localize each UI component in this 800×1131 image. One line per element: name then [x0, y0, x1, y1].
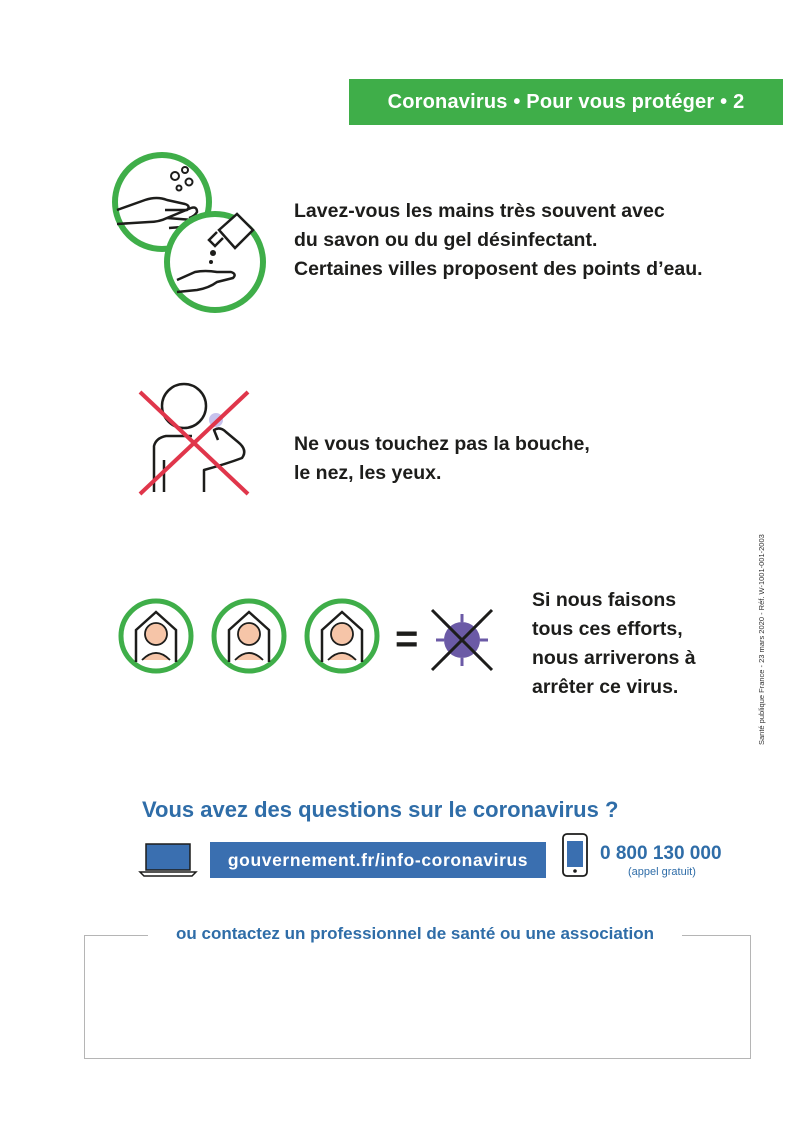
- touch-text-line: Ne vous touchez pas la bouche,: [294, 433, 590, 455]
- efforts-text-line: Si nous faisons: [532, 589, 677, 611]
- touch-text-line: le nez, les yeux.: [294, 462, 442, 484]
- no-face-touching-icon: [134, 380, 254, 498]
- stay-home-icon: [307, 601, 377, 671]
- contact-box-top-line: [682, 935, 751, 936]
- efforts-text: [532, 586, 696, 702]
- phone-icon: [561, 832, 589, 878]
- stay-home-icon-group: [118, 598, 386, 676]
- wash-text: [294, 197, 703, 284]
- info-url-link[interactable]: [210, 842, 546, 878]
- crossed-virus-icon: [428, 606, 496, 674]
- phone-note: (appel gratuit): [628, 866, 696, 878]
- questions-heading: Vous avez des questions sur le coronavirus ?: [142, 797, 619, 822]
- efforts-text-line: nous arriverons à: [532, 647, 696, 669]
- info-url-text: gouvernement.fr/info-coronavirus: [227, 849, 529, 870]
- wash-text-line: du savon ou du gel désinfectant.: [294, 229, 598, 251]
- hand-washing-icon: [105, 150, 270, 318]
- page-banner: [349, 79, 783, 125]
- laptop-icon: [138, 842, 198, 878]
- wash-text-line: Certaines villes proposent des points d’eau.: [294, 258, 703, 280]
- equals-sign: =: [395, 617, 419, 661]
- phone-number[interactable]: 0 800 130 000: [600, 843, 722, 864]
- contact-box-top-line: [84, 935, 148, 936]
- stay-home-icon: [121, 601, 191, 671]
- banner-title: Coronavirus • Pour vous protéger • 2: [387, 90, 745, 113]
- efforts-text-line: tous ces efforts,: [532, 618, 683, 640]
- efforts-text-line: arrêter ce virus.: [532, 676, 679, 698]
- document-reference: Santé publique France - 23 mars 2020 - Réf. W-1001-001-2003: [757, 534, 766, 745]
- touch-text: [294, 430, 590, 488]
- stay-home-icon: [214, 601, 284, 671]
- contact-label: ou contactez un professionnel de santé ou une association: [176, 924, 654, 943]
- contact-box: [84, 935, 751, 1059]
- wash-text-line: Lavez-vous les mains très souvent avec: [294, 200, 665, 222]
